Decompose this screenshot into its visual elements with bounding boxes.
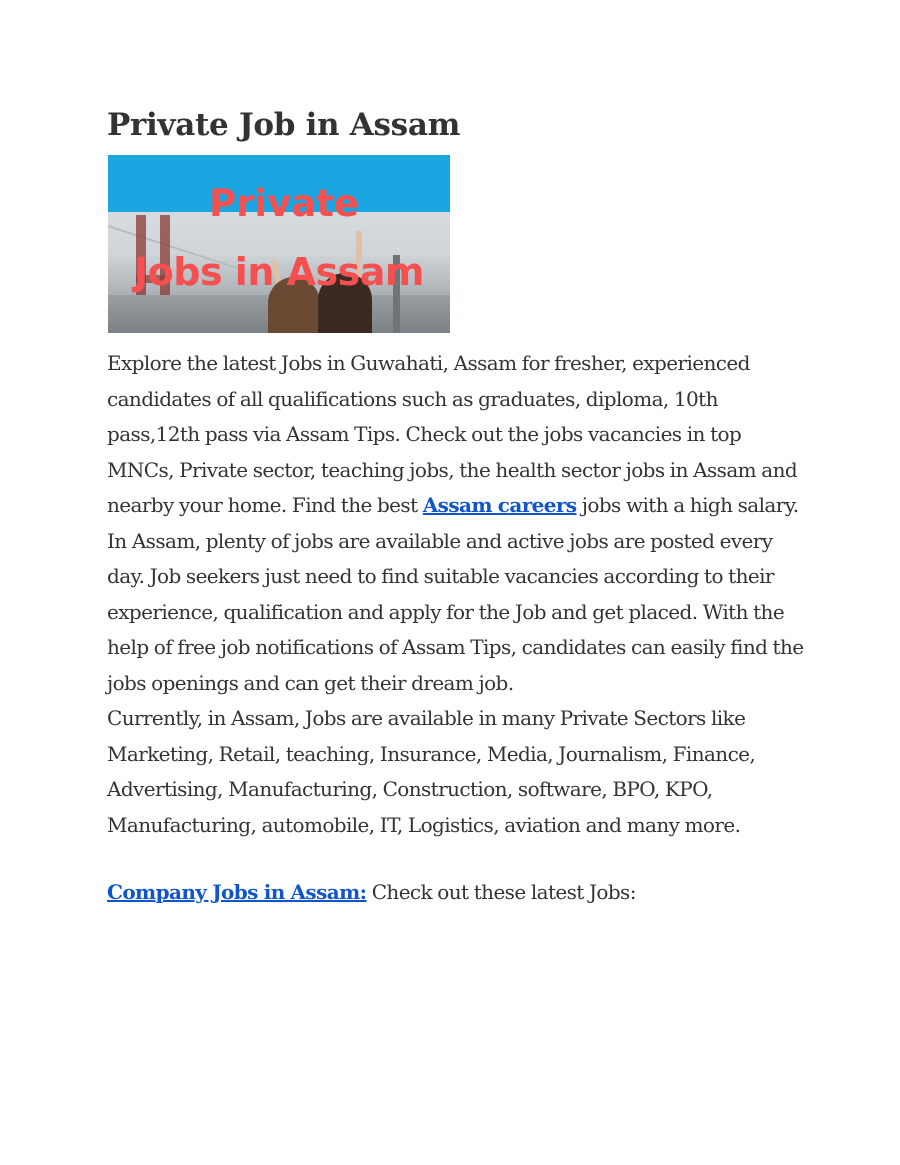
private-jobs-banner-image bbox=[108, 155, 450, 333]
banner-heading-line1: Private bbox=[209, 182, 359, 225]
company-jobs-text: Check out these latest Jobs: bbox=[366, 880, 636, 904]
page-title: Private Job in Assam bbox=[107, 107, 461, 143]
intro-text-end: jobs with a high salary. bbox=[576, 493, 799, 517]
banner-heading-line2: Jobs in Assam bbox=[134, 250, 424, 294]
intro-paragraph bbox=[107, 346, 807, 524]
assam-careers-link[interactable]: Assam careers bbox=[422, 493, 577, 517]
jobs-availability-paragraph: In Assam, plenty of jobs are available and active jobs are posted every day. Job seekers just need to find suitable vacancies according to their experience, qualification and apply for the Job and get placed. With the help of free job notifications of Assam Tips, candidates can easily find the jobs openings and can get their dream job. bbox=[107, 528, 804, 695]
article-body bbox=[107, 346, 807, 911]
company-jobs-paragraph bbox=[107, 875, 807, 911]
sectors-paragraph: Currently, in Assam, Jobs are available in many Private Sectors like Marketing, Retail, teaching, Insurance, Media, Journalism, Finance, Advertising, Manufacturing, Construction, software, BPO, KPO, Manufacturing, automobile, IT, Logistics, aviation and many more. bbox=[107, 706, 756, 837]
company-jobs-link[interactable]: Company Jobs in Assam: bbox=[107, 880, 367, 904]
intro-text: Explore the latest Jobs in Guwahati, Assam for fresher, experienced candidates of all qualifications such as graduates, diploma, 10th pass,12th pass via Assam Tips. Check out the jobs vacancies in top MNCs, Private sector, teaching jobs, the health sector jobs in Assam and nearby your home. Find the best bbox=[107, 351, 798, 517]
